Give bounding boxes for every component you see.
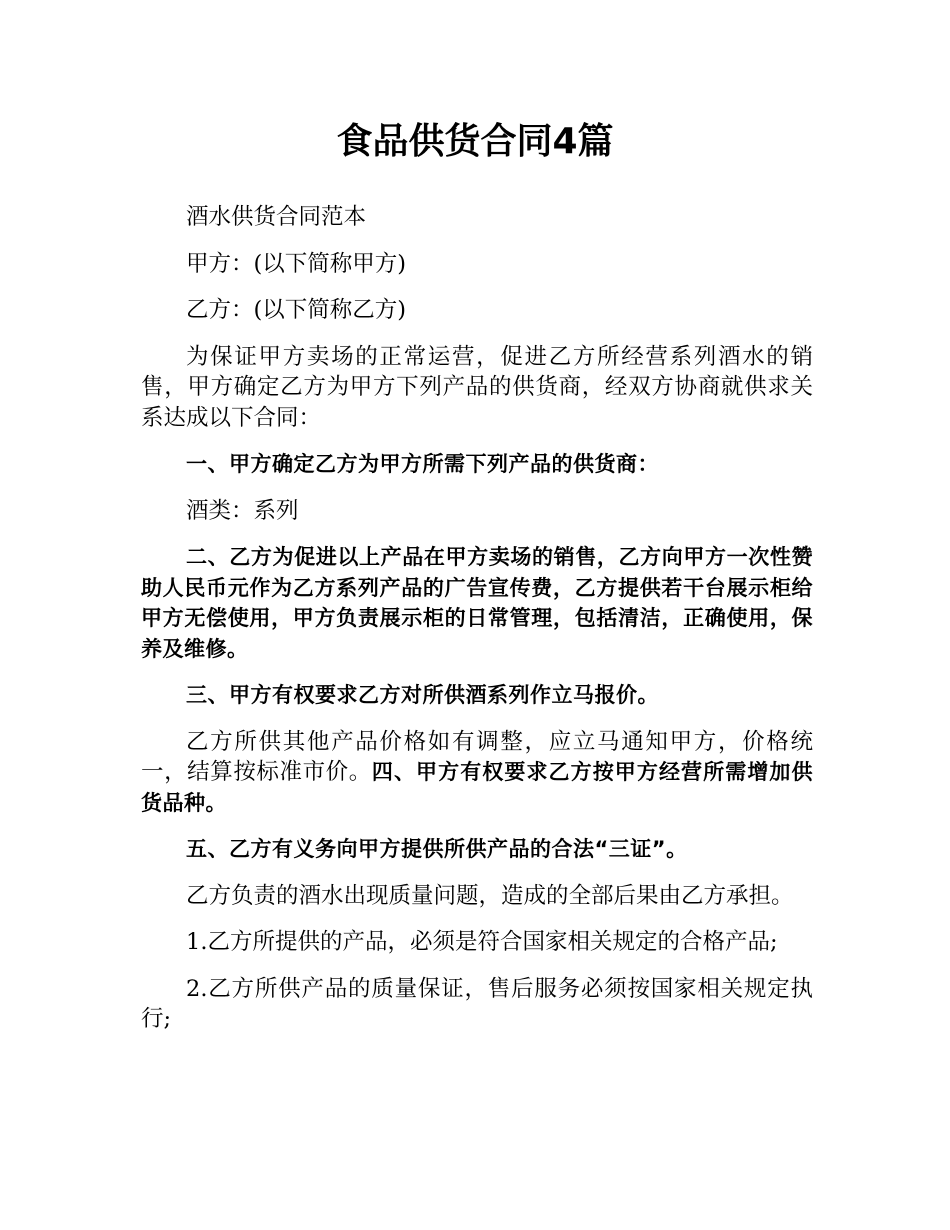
document-body [141,202,813,1051]
paragraph-clause-3: 三、甲方有权要求乙方对所供酒系列作立马报价。 [186,683,659,707]
paragraph-party-a: 甲方：(以下简称甲方) [186,250,407,277]
paragraph-clause-4: 四、甲方有权要求乙方按甲方经营所需增加供货品种。 [141,760,813,815]
paragraph-liquor-type: 酒类：系列 [186,497,299,524]
paragraph-clause-2: 二、乙方为促进以上产品在甲方卖场的销售，乙方向甲方一次性赞助人民币元作为乙方系列产品的广告宣传费，乙方提供若干台展示柜给甲方无偿使用，甲方负责展示柜的日常管理，包括清洁，正确使用，保养及维修。 [141,545,813,661]
paragraph-price-adjustment [141,727,813,819]
paragraph-subtitle: 酒水供货合同范本 [186,204,367,230]
paragraph-item-2: 2.乙方所供产品的质量保证，售后服务必须按国家相关规定执行; [141,975,813,1032]
paragraph-preamble: 为保证甲方卖场的正常运营，促进乙方所经营系列酒水的销售，甲方确定乙方为甲方下列产品的供货商，经双方协商就供求关系达成以下合同： [141,343,813,431]
price-adjustment-text: 乙方所供其他产品价格如有调整，应立马通知甲方，价格统一，结算按标准市价。 [141,728,813,785]
paragraph-clause-1: 一、甲方确定乙方为甲方所需下列产品的供货商： [186,452,659,476]
paragraph-party-b: 乙方：(以下简称乙方) [186,297,407,323]
paragraph-item-1: 1.乙方所提供的产品，必须是符合国家相关规定的合格产品; [186,929,778,955]
document-title: 食品供货合同4篇 [336,121,614,162]
paragraph-clause-5: 五、乙方有义务向甲方提供所供产品的合法“三证”。 [186,837,688,861]
paragraph-quality-liability: 乙方负责的酒水出现质量问题，造成的全部后果由乙方承担。 [186,882,794,909]
